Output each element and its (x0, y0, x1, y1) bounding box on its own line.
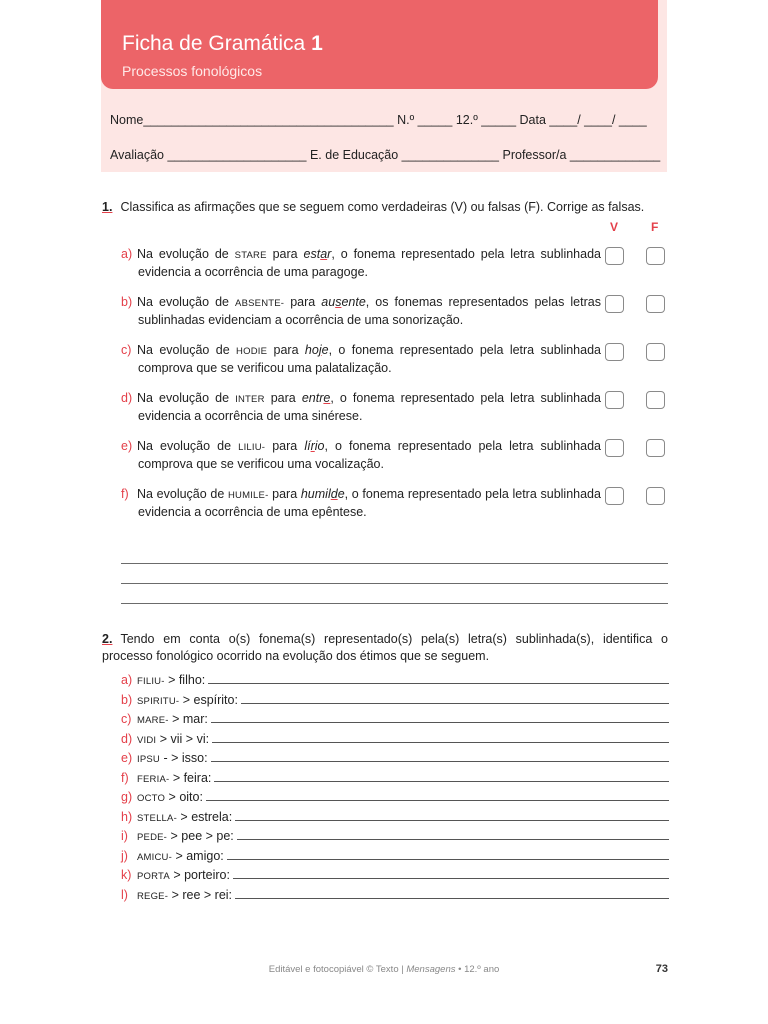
etimo: ABSENTE- (235, 298, 285, 309)
statement-item: e) Na evolução de LILIU- para lírio, o fonema representado pela letra sublinhada comprova que se verificou uma vocalização. (121, 439, 601, 471)
etimo: FILIU- (137, 676, 165, 687)
evolved-word: humilde (300, 487, 345, 501)
etimo: INTER (235, 394, 265, 405)
etymon-item: j) AMICU- > amigo: (121, 846, 669, 863)
etymon-item: b) SPIRITU- > espírito: (121, 690, 669, 707)
item-letter: e) (121, 439, 133, 453)
answer-line[interactable] (235, 898, 669, 899)
etymon-item: l) REGE- > ree > rei: (121, 885, 669, 902)
evolved-word: hoje (304, 343, 329, 357)
answer-line[interactable] (212, 742, 669, 743)
etimo: SPIRITU- (137, 695, 180, 707)
f-column-label: F (651, 220, 659, 234)
etymon-item: g) OCTO > oito: (121, 787, 669, 804)
answer-line[interactable] (241, 703, 669, 704)
true-checkbox[interactable] (605, 487, 624, 505)
statement-item: d) Na evolução de INTER para entre, o fonema representado pela letra sublinhada evidencia a ocorrência de uma sinérese. (121, 391, 601, 423)
etimo: STARE (234, 250, 267, 261)
answer-line[interactable] (214, 781, 669, 782)
answer-line[interactable] (211, 722, 669, 723)
item-letter: d) (121, 731, 133, 746)
etymon-item: k) PORTA > porteiro: (121, 865, 669, 882)
evaluation-line: Avaliação ____________________ E. de Educação ______________ Professor/a _____________ (110, 148, 661, 162)
etymon-item: e) IPSU - > isso: (121, 748, 669, 765)
item-letter: a) (121, 247, 133, 261)
page-subtitle: Processos fonológicos (122, 63, 263, 79)
answer-line[interactable] (235, 820, 669, 821)
student-info-line: Nome____________________________________ N.º _____ 12.º _____ Data ____/ ____/ ____ (110, 113, 647, 127)
answer-line[interactable] (233, 878, 669, 879)
true-checkbox[interactable] (605, 343, 624, 361)
question-1 (102, 200, 644, 214)
answer-line[interactable] (121, 583, 668, 584)
question-2 (102, 631, 668, 665)
answer-line[interactable] (206, 800, 669, 801)
etimo: IPSU (137, 754, 160, 765)
answer-line[interactable] (211, 761, 669, 762)
false-checkbox[interactable] (646, 295, 665, 313)
item-letter: a) (121, 673, 133, 687)
etymon-item: d) VIDI > vii > vi: (121, 729, 669, 746)
item-letter: e) (121, 751, 133, 765)
item-letter: h) (121, 809, 133, 824)
false-checkbox[interactable] (646, 247, 665, 265)
etimo: FERIA- (137, 773, 170, 785)
etimo: STELLA- (137, 812, 177, 824)
evolved-word: estar (303, 247, 332, 261)
false-checkbox[interactable] (646, 439, 665, 457)
question-number: 1. (102, 200, 113, 214)
evolved-word: ausente (321, 295, 366, 309)
statement-item: a) Na evolução de STARE para estar, o fonema representado pela letra sublinhada evidencia a ocorrência de uma paragoge. (121, 247, 601, 279)
etimo: LILIU- (238, 442, 266, 453)
item-letter: j) (121, 848, 128, 863)
footer: Editável e fotocopiável © Texto | Mensagens • 12.º ano (268, 964, 500, 975)
etymon-item: a) FILIU- > filho: (121, 670, 669, 687)
statement-item: b) Na evolução de ABSENTE- para ausente, os fonemas representados pelas letras sublinhadas evidenciam a ocorrência de uma sonorização. (121, 295, 601, 327)
etymon-item: c) MARE- > mar: (121, 709, 669, 726)
etimo: PORTA (137, 871, 170, 882)
item-letter: c) (121, 712, 132, 726)
item-letter: l) (121, 887, 128, 902)
answer-line[interactable] (237, 839, 669, 840)
true-checkbox[interactable] (605, 391, 624, 409)
question-text: Classifica as afirmações que se seguem como verdadeiras (V) ou falsas (F). Corrige as falsas. (120, 200, 645, 214)
true-checkbox[interactable] (605, 439, 624, 457)
item-letter: b) (121, 295, 133, 309)
etimo: PEDE- (137, 832, 168, 843)
etimo: REGE- (137, 890, 169, 902)
statement-item: c) Na evolução de HODIE para hoje, o fonema representado pela letra sublinhada comprova que se verificou uma palatalização. (121, 343, 601, 375)
answer-line[interactable] (208, 683, 669, 684)
true-checkbox[interactable] (605, 295, 624, 313)
false-checkbox[interactable] (646, 343, 665, 361)
false-checkbox[interactable] (646, 487, 665, 505)
question-number: 2. (102, 632, 113, 646)
item-letter: c) (121, 343, 132, 357)
statement-item: f) Na evolução de HUMILE- para humilde, o fonema representado pela letra sublinhada evidencia a ocorrência de uma epêntese. (121, 487, 601, 519)
item-letter: d) (121, 391, 133, 405)
etimo: MARE- (137, 715, 169, 726)
etimo: HUMILE- (227, 490, 269, 501)
item-letter: i) (121, 829, 128, 843)
etimo: HODIE (236, 346, 268, 357)
v-column-label: V (610, 220, 619, 234)
etimo: OCTO (137, 793, 166, 804)
item-letter: g) (121, 790, 133, 804)
answer-line[interactable] (227, 859, 669, 860)
true-checkbox[interactable] (605, 247, 624, 265)
etymon-item: f) FERIA- > feira: (121, 768, 669, 785)
answer-line[interactable] (121, 563, 668, 564)
false-checkbox[interactable] (646, 391, 665, 409)
question-text: Tendo em conta o(s) fonema(s) representado(s) pela(s) letra(s) sublinhada(s), identifica o processo fonológico ocorrido na evolução dos étimos que se seguem. (102, 632, 668, 663)
etimo: VIDI (137, 734, 157, 746)
etimo: AMICU- (137, 851, 172, 863)
evolved-word: lírio (304, 439, 325, 453)
item-letter: f) (121, 487, 129, 501)
item-letter: k) (121, 868, 132, 882)
evolved-word: entre (301, 391, 331, 405)
item-letter: b) (121, 692, 133, 707)
page-title: Ficha de Gramática 1 (122, 32, 323, 55)
etymon-item: i) PEDE- > pee > pe: (121, 826, 669, 843)
item-letter: f) (121, 770, 129, 785)
page-number: 73 (655, 963, 668, 975)
answer-line[interactable] (121, 603, 668, 604)
etymon-item: h) STELLA- > estrela: (121, 807, 669, 824)
